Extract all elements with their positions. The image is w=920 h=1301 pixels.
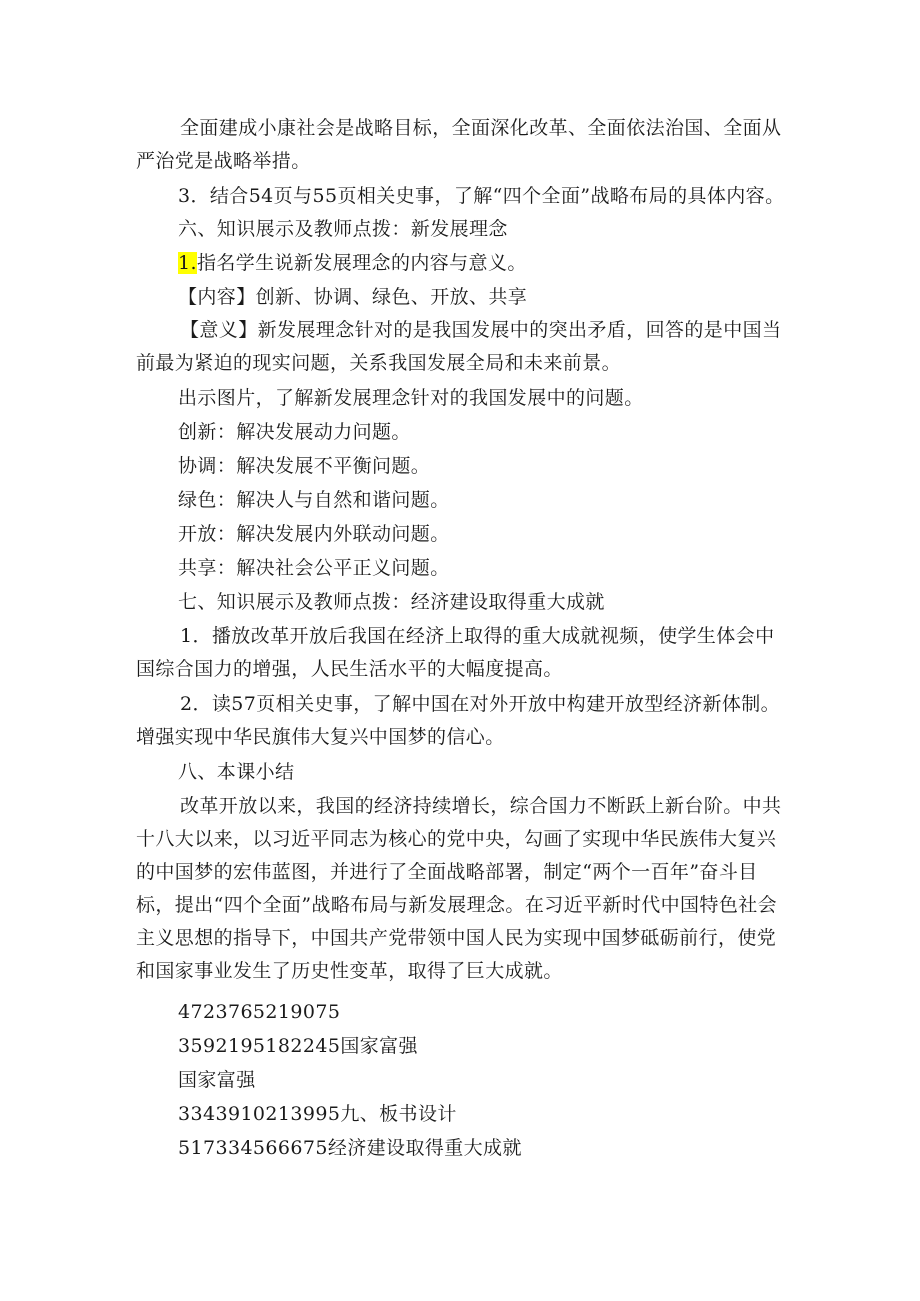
highlighted-number: 1.: [178, 252, 197, 274]
sharing-line: 共享：解决社会公平正义问题。: [178, 557, 450, 579]
list-item-1-text: 指名学生说新发展理念的内容与意义。: [196, 252, 527, 274]
coordination-line: 协调：解决发展不平衡问题。: [178, 455, 431, 477]
number-line-5: 517334566675经济建设取得重大成就: [178, 1137, 522, 1159]
list-item-1: [178, 247, 527, 280]
number-line-4: 3343910213995九、板书设计: [178, 1103, 457, 1125]
content-line: 【内容】创新、协调、绿色、开放、共享: [178, 286, 528, 308]
paragraph-item-3: 3．结合54页与55页相关史事，了解“四个全面”战略布局的具体内容。: [178, 185, 785, 207]
show-pictures-line: 出示图片，了解新发展理念针对的我国发展中的问题。: [178, 387, 644, 409]
section-heading-8: 八、本课小结: [178, 761, 295, 783]
number-line-2: 3592195182245国家富强: [178, 1035, 418, 1057]
paragraph-7-2: 2．读57页相关史事，了解中国在对外开放中构建开放型经济新体制。增强实现中华民旗伟大复兴中国梦的信心。: [136, 693, 781, 748]
openness-line: 开放：解决发展内外联动问题。: [178, 523, 450, 545]
summary-paragraph: 改革开放以来，我国的经济持续增长，综合国力不断跃上新台阶。中共十八大以来，以习近平同志为核心的党中央，勾画了实现中华民族伟大复兴的中国梦的宏伟蓝图，并进行了全面战略部署，制定“两个一百年”奋斗目标，提出“四个全面”战略布局与新发展理念。在习近平新时代中国特色社会主义思想的指导下，中国共产党带领中国人民为实现中国梦砥砺前行，使党和国家事业发生了历史性变革，取得了巨大成就。: [136, 795, 782, 982]
paragraph-7-1: 1．播放改革开放后我国在经济上取得的重大成就视频，使学生体会中国综合国力的增强，人民生活水平的大幅度提高。: [136, 625, 775, 680]
number-line-3: 国家富强: [178, 1069, 256, 1091]
paragraph-strategy: 全面建成小康社会是战略目标，全面深化改革、全面依法治国、全面从严治党是战略举措。: [136, 117, 782, 172]
innovation-line: 创新：解决发展动力问题。: [178, 421, 411, 443]
section-heading-6: 六、知识展示及教师点拨：新发展理念: [178, 218, 508, 240]
number-line-1: 4723765219075: [178, 1001, 341, 1023]
meaning-paragraph: 【意义】新发展理念针对的是我国发展中的突出矛盾，回答的是中国当前最为紧迫的现实问题，关系我国发展全局和未来前景。: [136, 319, 782, 374]
green-line: 绿色：解决人与自然和谐问题。: [178, 489, 450, 511]
section-heading-7: 七、知识展示及教师点拨：经济建设取得重大成就: [178, 591, 605, 613]
